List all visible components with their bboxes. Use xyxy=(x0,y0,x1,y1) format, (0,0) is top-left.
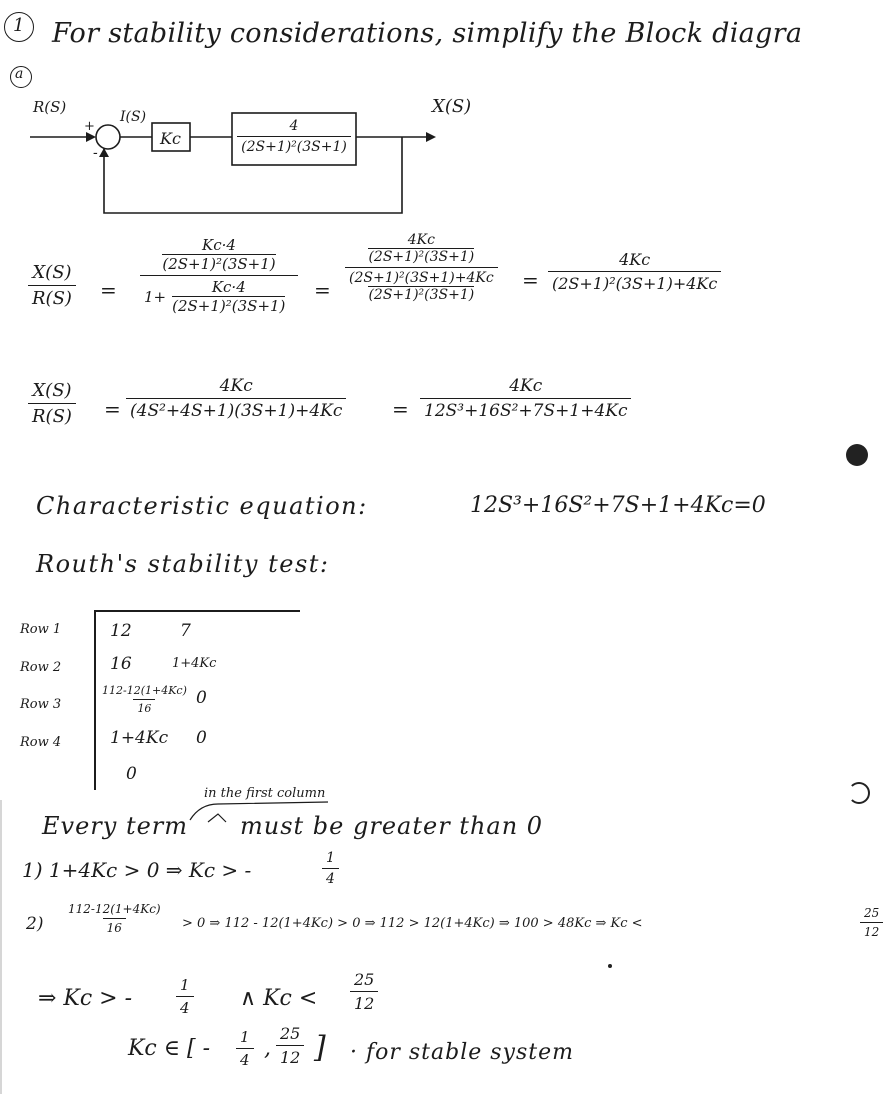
routh-row3-label: Row 3 xyxy=(20,697,62,712)
interval-frac-1 xyxy=(236,1028,254,1069)
c2-frac-num: 112-12(1+4Kc) xyxy=(68,902,161,916)
step1-denominator xyxy=(140,275,298,315)
step2-denominator xyxy=(345,267,498,303)
condition-2-result xyxy=(860,906,883,939)
combined-frac-2 xyxy=(350,970,378,1013)
line2-a-num: 4Kc xyxy=(219,376,253,396)
condition-1: 1) 1+4Kc > 0 ⇒ Kc > - xyxy=(22,858,252,882)
problem-number: 1 xyxy=(13,15,25,36)
input-label: R(S) xyxy=(33,98,67,116)
line2-a-fraction xyxy=(126,376,346,421)
line2-a-den: (4S²+4S+1)(3S+1)+4Kc xyxy=(126,398,346,421)
combined-frac-1 xyxy=(176,976,194,1017)
first-column-annotation: in the first column xyxy=(204,786,326,801)
line2-lhs xyxy=(28,380,76,427)
routh-title: Routh's stability test: xyxy=(36,550,330,578)
routh-row3-num: 112-12(1+4Kc) xyxy=(102,684,187,697)
step1-num-num: Kc·4 xyxy=(202,236,236,254)
c2-frac-den: 16 xyxy=(103,918,126,935)
routh-row1-col2: 7 xyxy=(180,621,191,641)
routh-row5-value: 0 xyxy=(126,764,137,784)
interval-frac-2 xyxy=(276,1024,304,1067)
step3-num: 4Kc xyxy=(619,250,651,269)
line2-b-num: 4Kc xyxy=(509,376,543,396)
plant-denominator: (2S+1)²(3S+1) xyxy=(237,136,351,155)
pencil-dot xyxy=(608,964,612,968)
step2-fraction xyxy=(345,232,498,303)
line2-b-fraction xyxy=(420,376,631,421)
step1-fraction xyxy=(140,236,298,315)
block-diagram xyxy=(0,85,500,225)
step2-numerator xyxy=(364,232,478,267)
step2-den-den: (2S+1)²(3S+1) xyxy=(368,287,475,303)
combined-frac-2-den: 12 xyxy=(350,991,378,1013)
c1-frac-num: 1 xyxy=(326,850,335,866)
plus-sign: + xyxy=(84,119,95,134)
interval-comma: , xyxy=(264,1036,271,1061)
routh-row3-col2: 0 xyxy=(196,688,207,708)
part-label: a xyxy=(15,66,24,82)
interval-frac-1-num: 1 xyxy=(240,1028,250,1046)
routh-vertical-rule xyxy=(94,610,96,790)
routh-row4-col2: 0 xyxy=(196,728,207,748)
problem-title: For stability considerations, simplify the Block diagra xyxy=(52,18,803,49)
c2-result-num: 25 xyxy=(864,906,880,920)
equals-5: = xyxy=(392,397,409,421)
equals-1: = xyxy=(100,278,117,302)
routh-row2-col2: 1+4Kc xyxy=(172,656,217,671)
step2-num-den: (2S+1)²(3S+1) xyxy=(368,249,475,265)
step2-den-num: (2S+1)²(3S+1)+4Kc xyxy=(349,270,494,286)
left-edge-shadow xyxy=(0,800,2,1094)
plant-numerator: 4 xyxy=(289,118,299,134)
step1-num-den: (2S+1)²(3S+1) xyxy=(162,255,276,273)
lhs-den: R(S) xyxy=(28,285,76,309)
routh-row3-den: 16 xyxy=(133,699,155,715)
lhs-num: X(S) xyxy=(32,262,72,283)
condition-1-frac xyxy=(322,850,339,887)
plant-transfer-function xyxy=(234,118,354,155)
condition-2-rest: > 0 ⇒ 112 - 12(1+4Kc) > 0 ⇒ 112 > 12(1+4Kc) ⇒ 100 > 48Kc ⇒ Kc < xyxy=(182,916,643,931)
controller-label: Kc xyxy=(160,129,181,148)
routh-row2-col1: 16 xyxy=(110,654,132,674)
combined-frac-1-den: 4 xyxy=(176,996,194,1017)
line2-lhs-num: X(S) xyxy=(32,380,72,401)
statement-greater: must be greater than 0 xyxy=(240,812,544,840)
punch-hole-mark-1 xyxy=(846,444,868,466)
step1-den-den: (2S+1)²(3S+1) xyxy=(172,297,286,315)
characteristic-label: Characteristic equation: xyxy=(36,492,368,520)
equals-2: = xyxy=(314,278,331,302)
interval-frac-2-den: 12 xyxy=(276,1045,304,1067)
equals-4: = xyxy=(104,397,121,421)
routh-row1-col1: 12 xyxy=(110,621,132,641)
combined-frac-2-num: 25 xyxy=(354,970,375,989)
step2-num-num: 4Kc xyxy=(407,232,435,248)
routh-row1-label: Row 1 xyxy=(20,622,62,637)
routh-row2-label: Row 2 xyxy=(20,660,62,675)
output-label: X(S) xyxy=(432,96,472,117)
characteristic-equation: 12S³+16S²+7S+1+4Kc=0 xyxy=(470,493,766,518)
punch-hole-mark-2 xyxy=(848,782,870,804)
c1-frac-den: 4 xyxy=(322,868,339,887)
routh-top-rule xyxy=(94,610,300,612)
step1-den-num: Kc·4 xyxy=(211,278,246,296)
condition-2-frac xyxy=(64,902,165,935)
step3-den: (2S+1)²(3S+1)+4Kc xyxy=(548,271,721,293)
routh-row4-col1: 1+4Kc xyxy=(110,728,169,748)
summing-junction xyxy=(96,125,120,149)
step1-den-prefix: 1+ xyxy=(144,287,167,306)
routh-row3-col1 xyxy=(98,684,191,715)
condition-2-prefix: 2) xyxy=(26,914,44,934)
output-arrowhead xyxy=(426,132,436,142)
step1-den-frac xyxy=(172,278,285,315)
equals-3: = xyxy=(522,268,539,292)
minus-sign: - xyxy=(93,145,98,161)
combined-lhs: ⇒ Kc > - xyxy=(38,986,133,1011)
interval-prefix: Kc ∈ [ - xyxy=(128,1036,211,1061)
interval-close: ] xyxy=(314,1030,326,1065)
step1-numerator xyxy=(158,236,279,275)
interval-frac-1-den: 4 xyxy=(236,1048,254,1069)
c2-result-den: 12 xyxy=(860,922,883,939)
combined-and: ∧ Kc < xyxy=(240,986,318,1011)
lhs-transfer xyxy=(28,262,76,309)
statement-every-term: Every term xyxy=(42,812,189,840)
error-label: I(S) xyxy=(120,109,147,125)
routh-row4-label: Row 4 xyxy=(20,735,62,750)
step3-fraction xyxy=(548,250,721,293)
interval-suffix: · for stable system xyxy=(350,1040,574,1065)
interval-frac-2-num: 25 xyxy=(280,1024,301,1043)
combined-frac-1-num: 1 xyxy=(180,976,190,994)
line2-b-den: 12S³+16S²+7S+1+4Kc xyxy=(420,398,631,421)
line2-lhs-den: R(S) xyxy=(28,403,76,427)
